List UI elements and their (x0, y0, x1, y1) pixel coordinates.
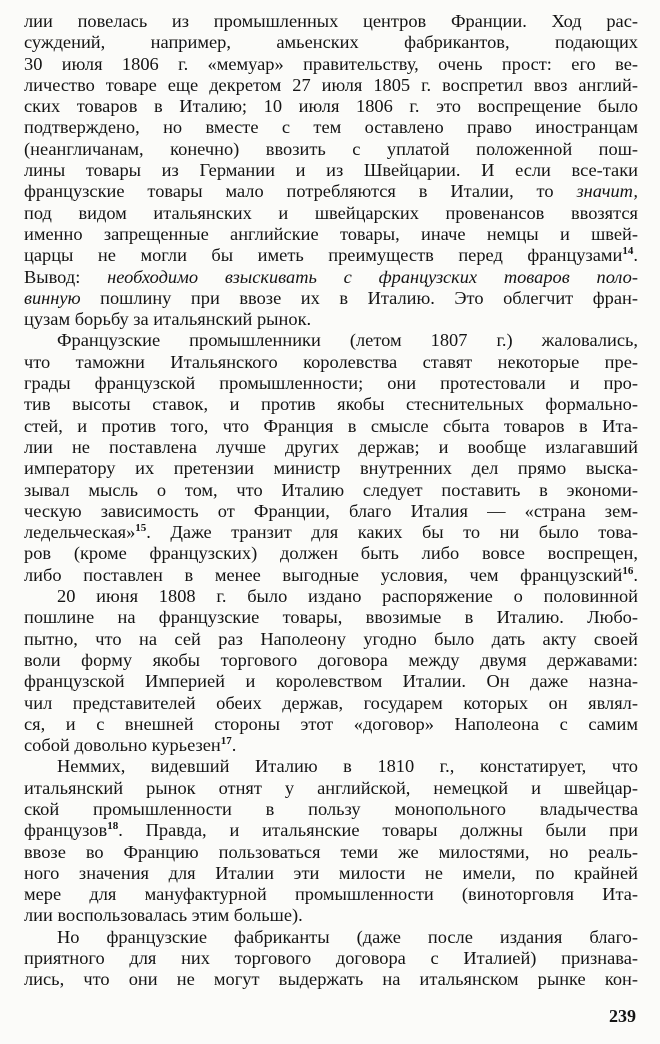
text-segment: французские товары мало потребляются в Италии, то (24, 181, 577, 202)
emphasis-text: винную (24, 287, 81, 308)
text-segment: ской промышленности в пользу монопольного владычества (24, 798, 638, 819)
text-segment: под видом итальянских и швейцарских провенансов ввозятся (24, 202, 638, 223)
text-line (24, 714, 638, 735)
footnote-marker: 17 (220, 735, 232, 748)
text-segment: суждений, например, амьенских фабрикантов, подающих (24, 32, 638, 53)
text-segment: лись, что они не могут выдержать на итальянском рынке кон- (24, 969, 638, 990)
text-line (24, 373, 638, 394)
text-segment: воли форму якобы торгового договора между двумя державами: (24, 649, 638, 670)
text-segment: царцы не могли бы иметь преимуществ перед французами (24, 245, 623, 266)
text-segment: французской Империей и королевством Италии. Он даже назна- (24, 671, 638, 692)
text-line (24, 245, 638, 266)
text-line (24, 969, 638, 990)
text-segment: грады французской промышленности; они протестовали и про- (24, 373, 638, 394)
text-segment: Но французские фабриканты (даже после издания благо- (57, 926, 638, 947)
text-line (24, 927, 638, 948)
text-segment: Неммих, видевший Италию в 1810 г., констатирует, что (57, 756, 638, 777)
text-segment: подтверждено, но вместе с тем оставлено право иностранцам (24, 117, 638, 138)
text-segment: цузам борьбу за итальянский рынок. (24, 309, 312, 330)
emphasis-text: значит, (576, 181, 638, 202)
text-segment: мере для мануфактурной промышленности (виноторговля Ита- (24, 884, 638, 905)
text-line (24, 352, 638, 373)
text-segment: 20 июня 1808 г. было издано распоряжение о половинной (57, 586, 638, 607)
footnote-marker: 16 (622, 564, 634, 577)
text-segment: императору их претензии министр внутренних дел прямо выска- (24, 458, 638, 479)
emphasis-text: необходимо взыскивать с французских товаров поло- (107, 266, 638, 287)
text-line (24, 288, 638, 309)
text-line (24, 96, 638, 117)
text-segment: лии повелась из промышленных центров Франции. Ход рас- (24, 11, 638, 31)
text-segment: Французские промышленники (летом 1807 г.) жаловались, (57, 330, 638, 351)
page-number: 239 (609, 1006, 636, 1026)
text-segment: стей, и против того, что Франция в смысле сбыта товаров в Ита- (24, 415, 638, 436)
text-line (24, 32, 638, 53)
text-line (24, 629, 638, 650)
text-segment: . (633, 564, 638, 585)
text-segment: пытно, что на сей раз Наполеону угодно было дать акту своей (24, 628, 638, 649)
text-segment: итальянский рынок отнят у английской, немецкой и швейцар- (24, 777, 638, 798)
text-line (24, 820, 638, 841)
text-segment: ся, и с внешней стороны этот «договор» Наполеона с самим (24, 713, 638, 734)
text-segment: чил представителей обеих держав, государем которых он являл- (24, 692, 638, 713)
text-line (24, 330, 638, 351)
text-segment: ввозе во Францию пользоваться теми же милостями, но реаль- (24, 841, 638, 862)
text-line (24, 117, 638, 138)
text-line (24, 11, 638, 32)
text-segment: . Правда, и итальянские товары должны были при (118, 820, 638, 841)
text-segment: лины товары из Германии и из Швейцарии. И если все-таки (24, 160, 638, 181)
text-segment: (неангличанам, конечно) ввозить с уплатой положенной пош- (24, 138, 638, 159)
text-line (24, 607, 638, 628)
text-line (24, 54, 638, 75)
text-line (24, 650, 638, 671)
text-line (24, 224, 638, 245)
text-line (24, 267, 638, 288)
text-line (24, 948, 638, 969)
footnote-marker: 15 (135, 522, 147, 535)
text-segment: ного значения для Италии эти милости не имели, по крайней (24, 862, 638, 883)
text-line (24, 394, 638, 415)
text-segment: ров (кроме французских) должен быть либо вовсе воспрещен, (24, 543, 638, 564)
text-line (24, 309, 638, 330)
text-line (24, 416, 638, 437)
text-segment: французов (24, 820, 108, 841)
text-segment: . Даже транзит для каких бы то ни было това- (146, 522, 638, 543)
text-line (24, 458, 638, 479)
text-line (24, 203, 638, 224)
text-line (24, 160, 638, 181)
text-segment: личество товаре еще декретом 27 июля 1805 г. воспретил ввоз англий- (24, 74, 638, 95)
text-segment: лии воспользовалась этим больше). (24, 905, 303, 926)
text-line (24, 799, 638, 820)
text-segment: ческую зависимость от Франции, благо Италия — «страна зем- (24, 500, 638, 521)
text-segment: что таможни Итальянского королевства ставят некоторые пре- (24, 351, 638, 372)
text-line (24, 75, 638, 96)
text-segment: либо поставлен в менее выгодные условия, чем французский (24, 564, 623, 585)
body-text (24, 11, 638, 991)
text-line (24, 480, 638, 501)
text-segment: именно запрещенные английские товары, иначе немцы и швей- (24, 223, 638, 244)
text-line (24, 437, 638, 458)
text-line (24, 778, 638, 799)
text-segment: пошлину при ввозе их в Италию. Это облегчит фран- (80, 287, 638, 308)
text-line (24, 735, 638, 756)
text-segment: тив высоты ставок, и против якобы стеснительных формально- (24, 394, 638, 415)
text-segment: ледельческая» (24, 522, 136, 543)
text-line (24, 139, 638, 160)
text-segment: зывал мысль о том, что Италию следует поставить в экономи- (24, 479, 638, 500)
text-line (24, 863, 638, 884)
text-segment: . (633, 245, 638, 266)
text-line (24, 501, 638, 522)
text-line (24, 565, 638, 586)
text-line (24, 181, 638, 202)
text-segment: 30 июля 1806 г. «мемуар» правительству, очень прост: его ве- (24, 53, 638, 74)
text-segment: пошлине на французские товары, ввозимые в Италию. Любо- (24, 607, 638, 628)
text-segment: ских товаров в Италию; 10 июля 1806 г. это воспрещение было (24, 96, 638, 117)
text-line (24, 756, 638, 777)
text-line (24, 842, 638, 863)
text-line (24, 671, 638, 692)
text-line (24, 586, 638, 607)
text-segment: . (231, 735, 237, 756)
text-line (24, 543, 638, 564)
footnote-marker: 14 (622, 245, 634, 258)
text-segment: лии не поставлена лучше других держав; и вообще излагавший (24, 436, 638, 457)
text-line (24, 884, 638, 905)
footnote-marker: 18 (107, 820, 119, 833)
text-segment: приятного для них торгового договора с Италией) признава- (24, 948, 638, 969)
text-line (24, 522, 638, 543)
text-segment: Вывод: (24, 266, 108, 287)
text-segment: собой довольно курьезен (24, 735, 221, 756)
text-line (24, 905, 638, 926)
text-line (24, 693, 638, 714)
